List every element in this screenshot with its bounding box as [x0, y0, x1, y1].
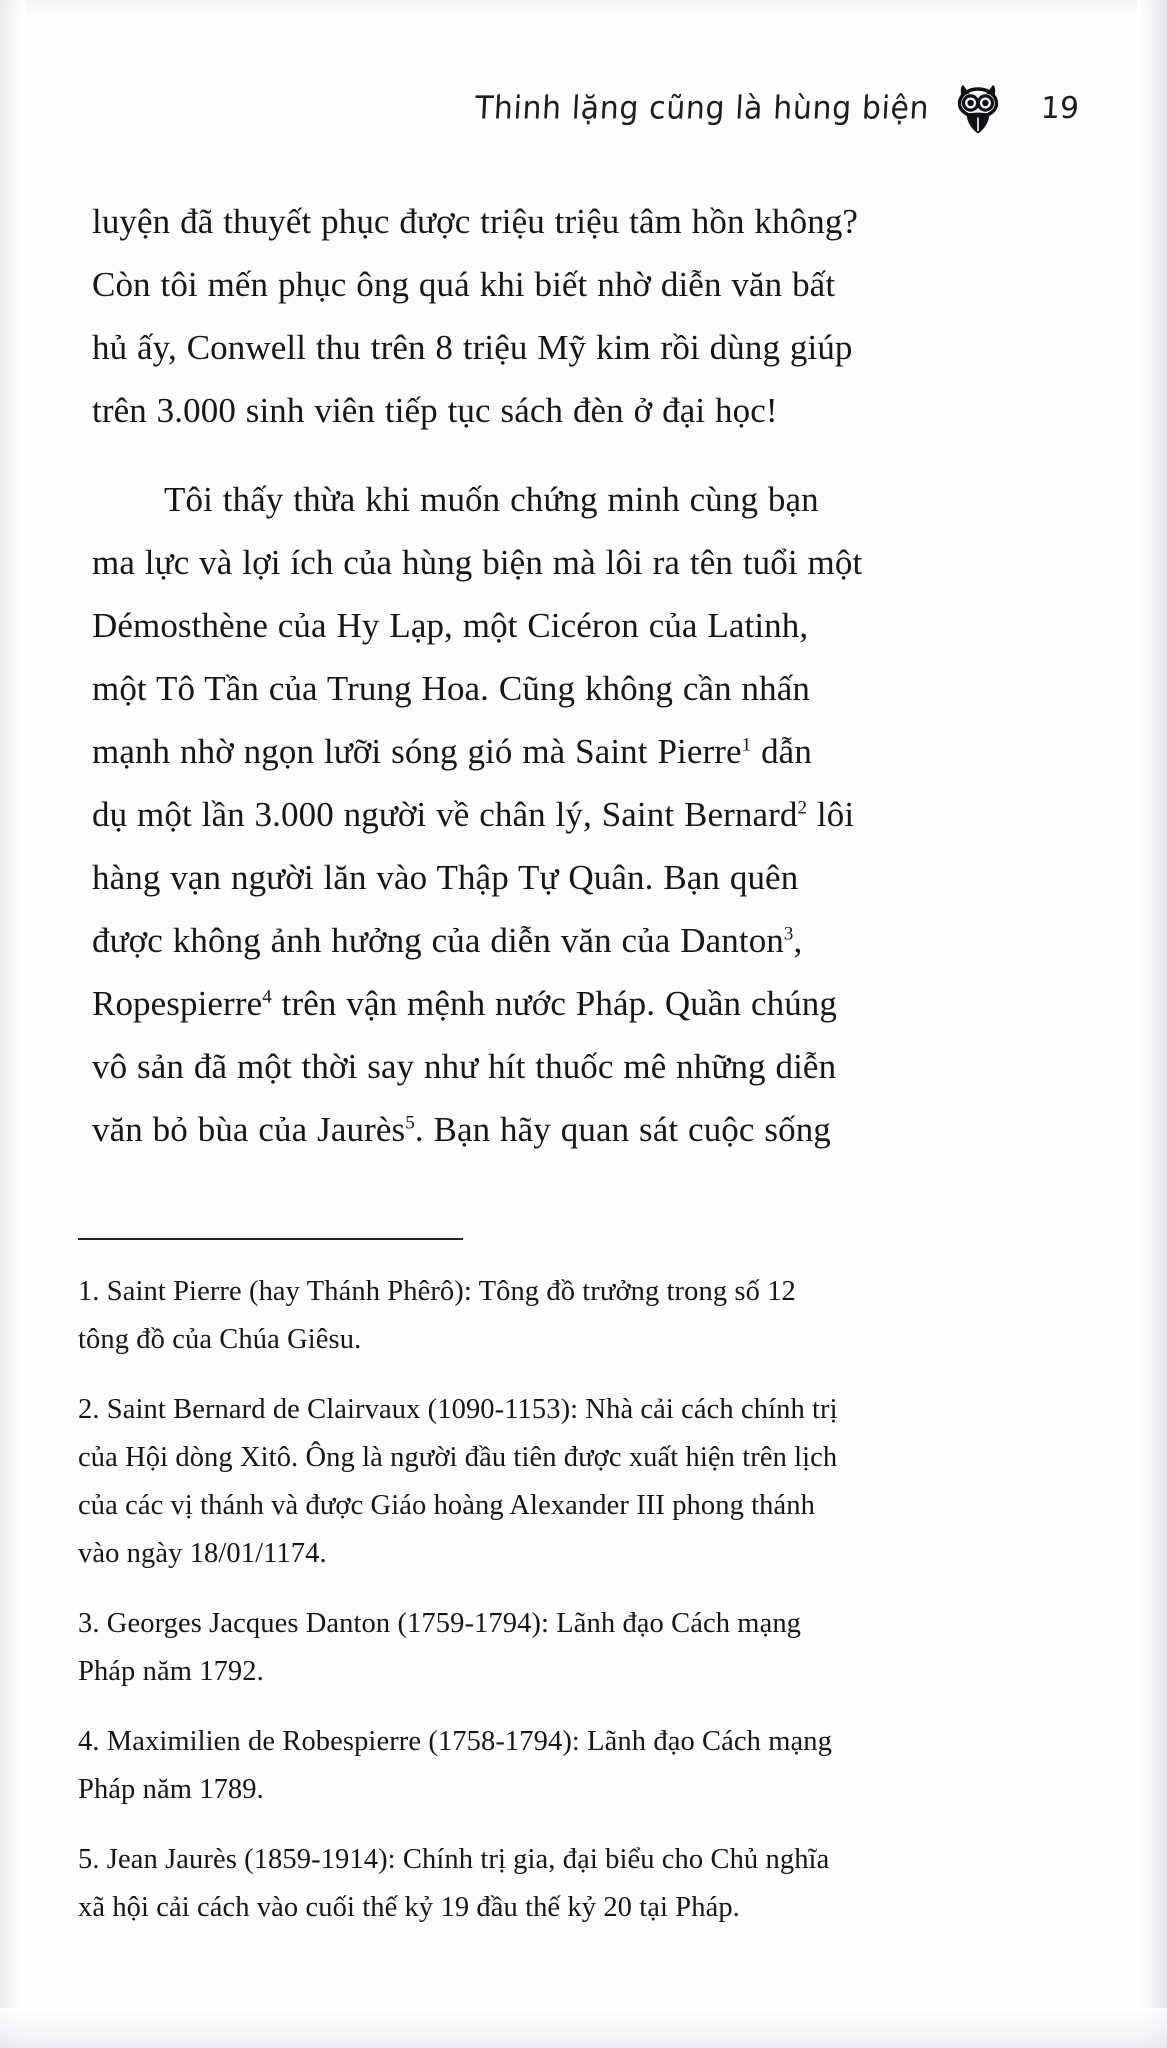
owl-icon	[955, 82, 1001, 134]
footnote-line: Pháp năm 1789.	[78, 1774, 264, 1805]
line-text-segment: ,	[793, 921, 803, 960]
page-number: 19	[1039, 90, 1080, 126]
text-line	[92, 657, 992, 720]
line-text	[92, 720, 812, 783]
line-text: hàng vạn người lăn vào Thập Tự Quân. Bạn quên	[92, 858, 799, 897]
footnote-ref-2[interactable]: 2	[797, 797, 808, 819]
footnote-line: 2. Saint Bernard de Clairvaux (1090-1153): Nhà cải cách chính trị	[78, 1394, 838, 1425]
text-line	[92, 972, 992, 1035]
running-head	[90, 78, 1079, 138]
text-line	[92, 846, 992, 909]
text-line	[92, 1035, 992, 1098]
footnote-line: 3. Georges Jacques Danton (1759-1794): Lãnh đạo Cách mạng	[78, 1608, 802, 1639]
footnote-5	[78, 1836, 993, 1932]
paper-edge-top	[0, 0, 1167, 18]
text-line	[92, 253, 992, 316]
book-title: Thinh lặng cũng là hùng biện	[473, 89, 930, 127]
paper-edge-left	[0, 0, 26, 2048]
text-line	[92, 190, 992, 253]
footnote-ref-1[interactable]: 1	[741, 734, 752, 756]
line-text	[92, 909, 802, 972]
line-text	[92, 972, 837, 1035]
footnote-3	[78, 1600, 993, 1696]
line-text-segment: dẫn	[751, 732, 812, 771]
text-line	[92, 1098, 992, 1161]
footnote-separator	[78, 1238, 463, 1240]
text-line	[92, 379, 992, 442]
line-text-segment: dụ một lần 3.000 người về chân lý, Saint Bernard	[92, 795, 798, 834]
line-text-segment: lôi	[807, 795, 855, 834]
line-text	[92, 1098, 831, 1161]
footnote-2	[78, 1386, 993, 1578]
body-text	[92, 190, 992, 1161]
footnote-ref-5[interactable]: 5	[405, 1112, 415, 1134]
footnote-1	[78, 1268, 993, 1364]
text-line	[92, 468, 992, 531]
line-text-segment: Ropespierre	[92, 984, 263, 1023]
footnote-ref-4[interactable]: 4	[262, 986, 272, 1008]
footnote-line: 5. Jean Jaurès (1859-1914): Chính trị gia, đại biểu cho Chủ nghĩa	[78, 1844, 830, 1875]
paragraph-1	[92, 190, 992, 442]
text-line	[92, 783, 992, 846]
footnote-line: tông đồ của Chúa Giêsu.	[78, 1324, 362, 1355]
footnote-line: vào ngày 18/01/1174.	[78, 1538, 327, 1569]
line-text: Tôi thấy thừa khi muốn chứng minh cùng bạn	[164, 480, 819, 519]
line-text: Démosthène của Hy Lạp, một Cicéron của Latinh,	[92, 606, 809, 645]
footnote-line: 4. Maximilien de Robespierre (1758-1794): Lãnh đạo Cách mạng	[78, 1726, 832, 1757]
line-text: trên 3.000 sinh viên tiếp tục sách đèn ở đại học!	[92, 391, 778, 430]
line-text	[92, 783, 854, 846]
line-text-segment: được không ảnh hưởng của diễn văn của Danton	[92, 921, 784, 960]
line-text: luyện đã thuyết phục được triệu triệu tâm hồn không?	[92, 202, 859, 241]
line-text: một Tô Tần của Trung Hoa. Cũng không cần nhấn	[92, 669, 810, 708]
footnote-list	[78, 1268, 993, 1932]
text-line	[92, 316, 992, 379]
footnote-line: của Hội dòng Xitô. Ông là người đầu tiên được xuất hiện trên lịch	[78, 1442, 838, 1473]
footnote-ref-3[interactable]: 3	[783, 923, 794, 945]
line-text: hủ ấy, Conwell thu trên 8 triệu Mỹ kim rồi dùng giúp	[92, 328, 853, 367]
paper-edge-right	[1137, 0, 1167, 2048]
line-text-segment: mạnh nhờ ngọn lưỡi sóng gió mà Saint Pierre	[92, 732, 742, 771]
line-text: ma lực và lợi ích của hùng biện mà lôi ra tên tuổi một	[92, 543, 863, 582]
line-text-segment: văn bỏ bùa của Jaurès	[92, 1110, 406, 1149]
text-line	[92, 720, 992, 783]
footnote-line: của các vị thánh và được Giáo hoàng Alexander III phong thánh	[78, 1490, 815, 1521]
footnote-line: Pháp năm 1792.	[78, 1656, 264, 1687]
line-text: vô sản đã một thời say như hít thuốc mê những diễn	[92, 1047, 837, 1086]
text-line	[92, 531, 992, 594]
footnote-line: xã hội cải cách vào cuối thế kỷ 19 đầu thế kỷ 20 tại Pháp.	[78, 1892, 740, 1923]
footnote-line: 1. Saint Pierre (hay Thánh Phêrô): Tông đồ trưởng trong số 12	[78, 1276, 796, 1307]
paragraph-2	[92, 468, 992, 1161]
line-text-segment: trên vận mệnh nước Pháp. Quần chúng	[271, 984, 837, 1023]
line-text: Còn tôi mến phục ông quá khi biết nhờ diễn văn bất	[92, 265, 836, 304]
footnote-4	[78, 1718, 993, 1814]
line-text-segment: . Bạn hãy quan sát cuộc sống	[414, 1110, 831, 1149]
text-line	[92, 594, 992, 657]
text-line	[92, 909, 992, 972]
paper-edge-bottom	[0, 2008, 1167, 2048]
